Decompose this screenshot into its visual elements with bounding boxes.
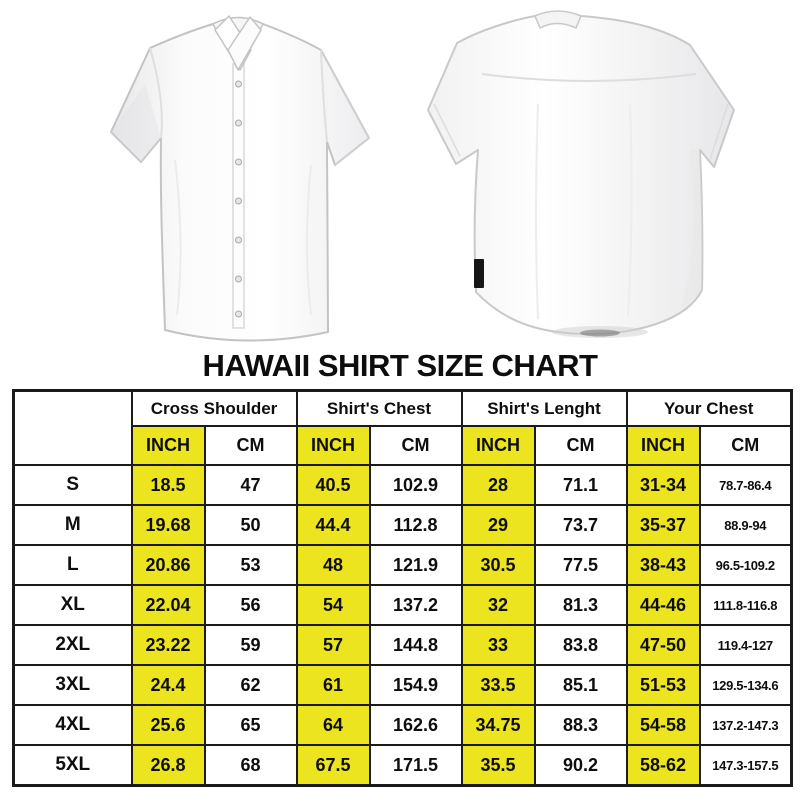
cell-cm: 68 [205, 745, 297, 786]
size-chart-table [12, 389, 793, 787]
table-row [14, 625, 792, 665]
cell-inch: 47-50 [627, 625, 700, 665]
cell-inch: 54-58 [627, 705, 700, 745]
size-label: 4XL [14, 705, 132, 745]
cell-inch: 64 [297, 705, 370, 745]
cell-cm: 59 [205, 625, 297, 665]
cell-inch: 25.6 [132, 705, 205, 745]
cell-inch: 23.22 [132, 625, 205, 665]
cell-inch: 61 [297, 665, 370, 705]
corner-cell [14, 391, 132, 466]
cell-cm: 53 [205, 545, 297, 585]
cell-cm: 162.6 [370, 705, 462, 745]
cell-inch: 19.68 [132, 505, 205, 545]
table-row [14, 505, 792, 545]
cell-inch: 48 [297, 545, 370, 585]
cell-cm: 154.9 [370, 665, 462, 705]
size-label: 5XL [14, 745, 132, 786]
table-row [14, 665, 792, 705]
unit-header-inch: INCH [462, 426, 535, 465]
cell-inch: 33 [462, 625, 535, 665]
unit-header-inch: INCH [627, 426, 700, 465]
cell-cm: 47 [205, 465, 297, 505]
cell-inch: 18.5 [132, 465, 205, 505]
cell-inch: 38-43 [627, 545, 700, 585]
shirt-front-image [103, 0, 375, 352]
cell-cm-range: 96.5-109.2 [700, 545, 792, 585]
cell-cm: 81.3 [535, 585, 627, 625]
size-label: S [14, 465, 132, 505]
cell-cm: 112.8 [370, 505, 462, 545]
cell-cm: 71.1 [535, 465, 627, 505]
column-group-cross-shoulder: Cross Shoulder [132, 391, 297, 427]
unit-header-cm: CM [205, 426, 297, 465]
cell-cm: 121.9 [370, 545, 462, 585]
cell-cm: 50 [205, 505, 297, 545]
cell-inch: 30.5 [462, 545, 535, 585]
cell-inch: 54 [297, 585, 370, 625]
cell-cm: 85.1 [535, 665, 627, 705]
shirt-back-tag [474, 259, 484, 288]
cell-inch: 20.86 [132, 545, 205, 585]
cell-cm: 77.5 [535, 545, 627, 585]
cell-cm: 56 [205, 585, 297, 625]
table-row [14, 545, 792, 585]
cell-cm-range: 119.4-127 [700, 625, 792, 665]
cell-inch: 57 [297, 625, 370, 665]
table-row [14, 465, 792, 505]
cell-inch: 33.5 [462, 665, 535, 705]
table-row [14, 705, 792, 745]
cell-cm-range: 88.9-94 [700, 505, 792, 545]
cell-cm: 73.7 [535, 505, 627, 545]
cell-cm: 171.5 [370, 745, 462, 786]
cell-cm-range: 78.7-86.4 [700, 465, 792, 505]
page-title: HAWAII SHIRT SIZE CHART [202, 348, 598, 383]
cell-inch: 51-53 [627, 665, 700, 705]
cell-inch: 22.04 [132, 585, 205, 625]
shirt-back-hem-shadow [580, 330, 620, 337]
cell-cm: 144.8 [370, 625, 462, 665]
cell-cm: 65 [205, 705, 297, 745]
group-header-row [14, 391, 792, 427]
column-group-your-chest: Your Chest [627, 391, 792, 427]
cell-inch: 35-37 [627, 505, 700, 545]
cell-inch: 26.8 [132, 745, 205, 786]
cell-cm: 62 [205, 665, 297, 705]
cell-inch: 32 [462, 585, 535, 625]
cell-inch: 40.5 [297, 465, 370, 505]
size-label: XL [14, 585, 132, 625]
cell-inch: 29 [462, 505, 535, 545]
cell-cm: 88.3 [535, 705, 627, 745]
size-label: M [14, 505, 132, 545]
table-row [14, 745, 792, 786]
cell-inch: 35.5 [462, 745, 535, 786]
unit-header-inch: INCH [132, 426, 205, 465]
cell-inch: 24.4 [132, 665, 205, 705]
cell-cm-range: 111.8-116.8 [700, 585, 792, 625]
cell-inch: 44-46 [627, 585, 700, 625]
size-label: L [14, 545, 132, 585]
cell-cm: 90.2 [535, 745, 627, 786]
column-group-shirts-length: Shirt's Lenght [462, 391, 627, 427]
cell-inch: 67.5 [297, 745, 370, 786]
cell-cm: 83.8 [535, 625, 627, 665]
unit-header-cm: CM [535, 426, 627, 465]
table-row [14, 585, 792, 625]
size-label: 3XL [14, 665, 132, 705]
cell-inch: 58-62 [627, 745, 700, 786]
unit-header-inch: INCH [297, 426, 370, 465]
unit-header-cm: CM [700, 426, 792, 465]
cell-cm-range: 129.5-134.6 [700, 665, 792, 705]
shirt-front-placket [233, 64, 244, 328]
cell-cm-range: 147.3-157.5 [700, 745, 792, 786]
shirt-back-image [418, 4, 748, 342]
cell-inch: 34.75 [462, 705, 535, 745]
column-group-shirts-chest: Shirt's Chest [297, 391, 462, 427]
cell-inch: 31-34 [627, 465, 700, 505]
cell-cm: 137.2 [370, 585, 462, 625]
cell-cm-range: 137.2-147.3 [700, 705, 792, 745]
size-label: 2XL [14, 625, 132, 665]
cell-cm: 102.9 [370, 465, 462, 505]
unit-header-cm: CM [370, 426, 462, 465]
cell-inch: 44.4 [297, 505, 370, 545]
cell-inch: 28 [462, 465, 535, 505]
